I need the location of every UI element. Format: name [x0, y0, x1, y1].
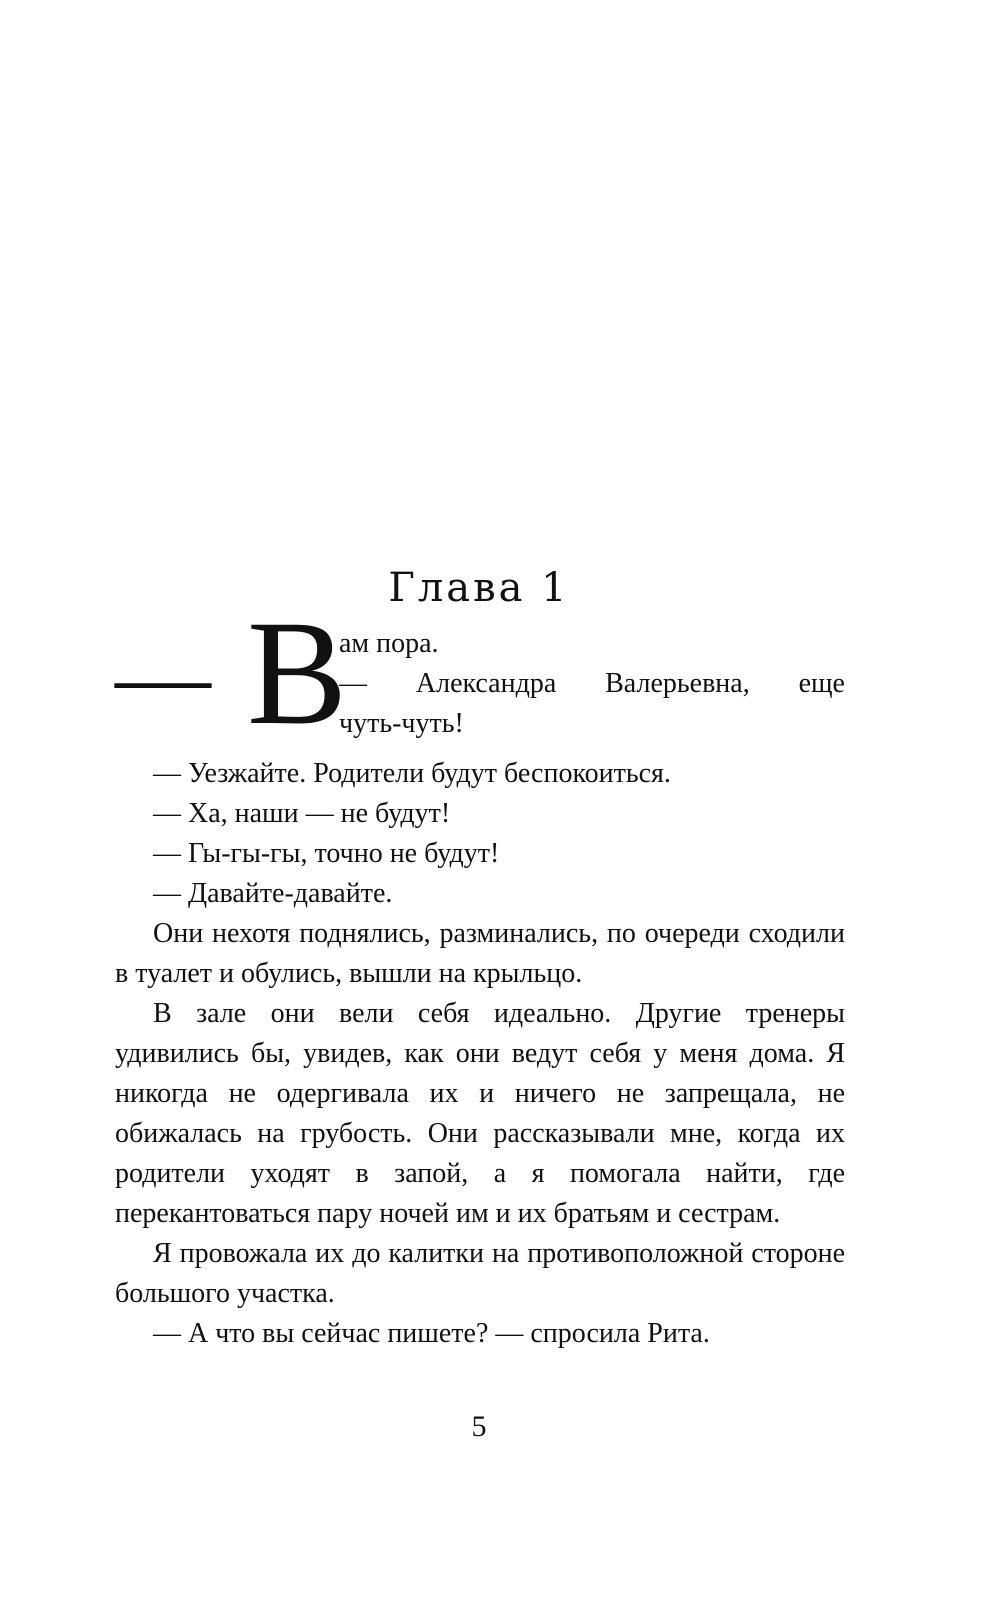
opening-line-3: чуть-чуть!: [339, 708, 464, 739]
body-text: [115, 754, 845, 1354]
opening-line-1: ам пора.: [339, 628, 439, 659]
paragraph: — Гы-гы-гы, точно не будут!: [153, 838, 500, 869]
paragraph: Я провожала их до калитки на противоположной стороне большого участка.: [115, 1238, 845, 1309]
paragraph: — Ха, наши — не будут!: [153, 798, 451, 829]
opening-block: [115, 590, 845, 758]
page-number: 5: [471, 1410, 487, 1443]
paragraph: — Давайте-давайте.: [153, 878, 393, 909]
chapter-title: Глава 1: [388, 565, 570, 611]
paragraph: — Уезжайте. Родители будут беспокоиться.: [153, 758, 671, 789]
paragraph: — А что вы сейчас пишете? — спросила Рита.: [153, 1318, 710, 1349]
drop-cap: В: [247, 590, 348, 756]
paragraph: В зале они вели себя идеально. Другие тренеры удивились бы, увидев, как они ведут себя у меня дома. Я никогда не одергивала их и ничего не запрещала, не обижалась на грубость. Они рассказывали мне, когда их родители уходят в запой, а я помогала найти, где перекантоваться пару ночей им и их братьям и сестрам.: [115, 998, 845, 1229]
lead-dash: —: [115, 622, 211, 729]
paragraph: Они нехотя поднялись, разминались, по очереди сходили в туалет и обулись, вышли на крыльцо.: [115, 918, 845, 989]
opening-line-2: — Александра Валерьевна, еще: [339, 668, 845, 699]
